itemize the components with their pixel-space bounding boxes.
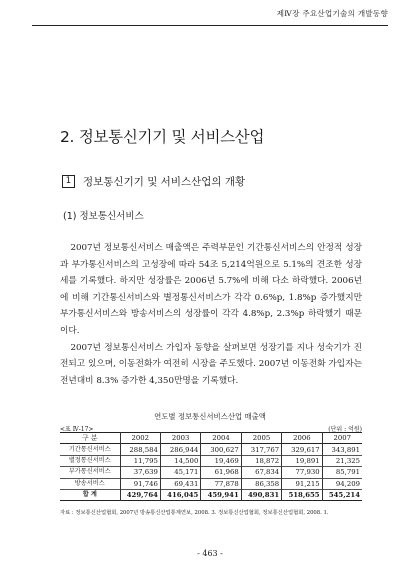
table-cell: 67,834: [241, 467, 281, 478]
table-row: [60, 478, 362, 489]
table-label: <표 Ⅳ-17>: [60, 426, 94, 433]
paragraph: 2007년 정보통신서비스 가입자 동향을 살펴보면 성장기를 지나 성숙기가 진전되고 있으며, 이동전화가 여전히 시장을 주도했다. 2007년 이동전화 가입자는 전년대비 8.3% 증가한 4,350만명을 기록했다.: [60, 342, 362, 386]
table-row: [60, 455, 362, 466]
subsection-number-box: 1: [62, 175, 75, 188]
table-cell: 45,171: [160, 467, 200, 478]
page-number: - 463 -: [197, 549, 223, 558]
table-corner-header: 구 분: [81, 434, 98, 443]
table-header-row: [60, 433, 362, 444]
table-cell: 459,941: [201, 489, 241, 500]
table-cell: 300,627: [201, 444, 241, 455]
table-cell: 317,767: [241, 444, 281, 455]
row-label: 기간통신서비스: [68, 445, 111, 453]
table-cell: 91,746: [120, 478, 160, 489]
subsection-heading: [62, 174, 245, 189]
body-text: [60, 240, 362, 389]
year-header: 2005: [241, 433, 281, 444]
table-cell: 85,791: [322, 467, 362, 478]
table-cell: 14,500: [160, 455, 200, 466]
year-header: 2002: [120, 433, 160, 444]
year-header: 2003: [160, 433, 200, 444]
table-cell: 416,045: [160, 489, 200, 500]
table-cell: 86,358: [241, 478, 281, 489]
table-cell: 61,968: [201, 467, 241, 478]
table-cell: 490,831: [241, 489, 281, 500]
year-header: 2007: [322, 433, 362, 444]
table-row: [60, 467, 362, 478]
table-cell: 77,878: [201, 478, 241, 489]
table-cell: 11,795: [120, 455, 160, 466]
revenue-table: [60, 432, 362, 501]
table-cell: 94,209: [322, 478, 362, 489]
row-label: 부가통신서비스: [68, 468, 111, 476]
subsection-title: 정보통신기기 및 서비스산업의 개황: [83, 176, 246, 188]
table-cell: 19,891: [282, 455, 322, 466]
row-label: 방송서비스: [74, 479, 105, 487]
section-title: 2. 정보통신기기 및 서비스산업: [60, 128, 265, 146]
table-cell: 545,214: [322, 489, 362, 500]
table-cell: 21,325: [322, 455, 362, 466]
row-label: 별정통신서비스: [68, 456, 111, 464]
table-cell: 37,639: [120, 467, 160, 478]
year-header: 2004: [201, 433, 241, 444]
table-unit: (단위 : 억원): [328, 426, 362, 433]
table-cell: 91,215: [282, 478, 322, 489]
running-head: 제Ⅳ장 주요산업기술의 개발동향: [276, 9, 388, 18]
table-cell: 288,584: [120, 444, 160, 455]
row-label: 합 계: [82, 491, 97, 499]
table-caption: 연도별 정보통신서비스산업 매출액: [154, 412, 266, 421]
header-rule: [32, 25, 388, 26]
table-cell: 18,872: [241, 455, 281, 466]
subsubsection-title: (1) 정보통신서비스: [63, 211, 144, 222]
table-cell: 69,431: [160, 478, 200, 489]
table-source: 자료 : 정보통신산업협회, 2007년 방송통신산업통계연보, 2008. 3. 정보통신산업협회, 정보통신산업협회, 2008. 1.: [60, 510, 329, 516]
year-header: 2006: [282, 433, 322, 444]
table-cell: 19,469: [201, 455, 241, 466]
table-cell: 286,944: [160, 444, 200, 455]
table-row: [60, 444, 362, 455]
paragraph: 2007년 정보통신서비스 매출액은 주력부문인 기간통신서비스의 안정적 성장과 부가통신서비스의 고성장에 따라 54조 5,214억원으로 5.1%의 견조한 성장세를 기록했다. 하지만 성장률은 2006년 5.7%에 비해 다소 하락했다. 2006년에 비해 기간통신서비스와 별정통신서비스가 각각 0.6%p, 1.8%p 증가했지만 부가통신서비스와 방송서비스의 성장률이 각각 4.8%p, 2.3%p 하락했기 때문이다.: [60, 243, 362, 336]
table-total-row: [60, 489, 362, 500]
table-cell: 429,764: [120, 489, 160, 500]
table-cell: 77,930: [282, 467, 322, 478]
table-cell: 343,891: [322, 444, 362, 455]
table-cell: 518,655: [282, 489, 322, 500]
table-cell: 329,617: [282, 444, 322, 455]
